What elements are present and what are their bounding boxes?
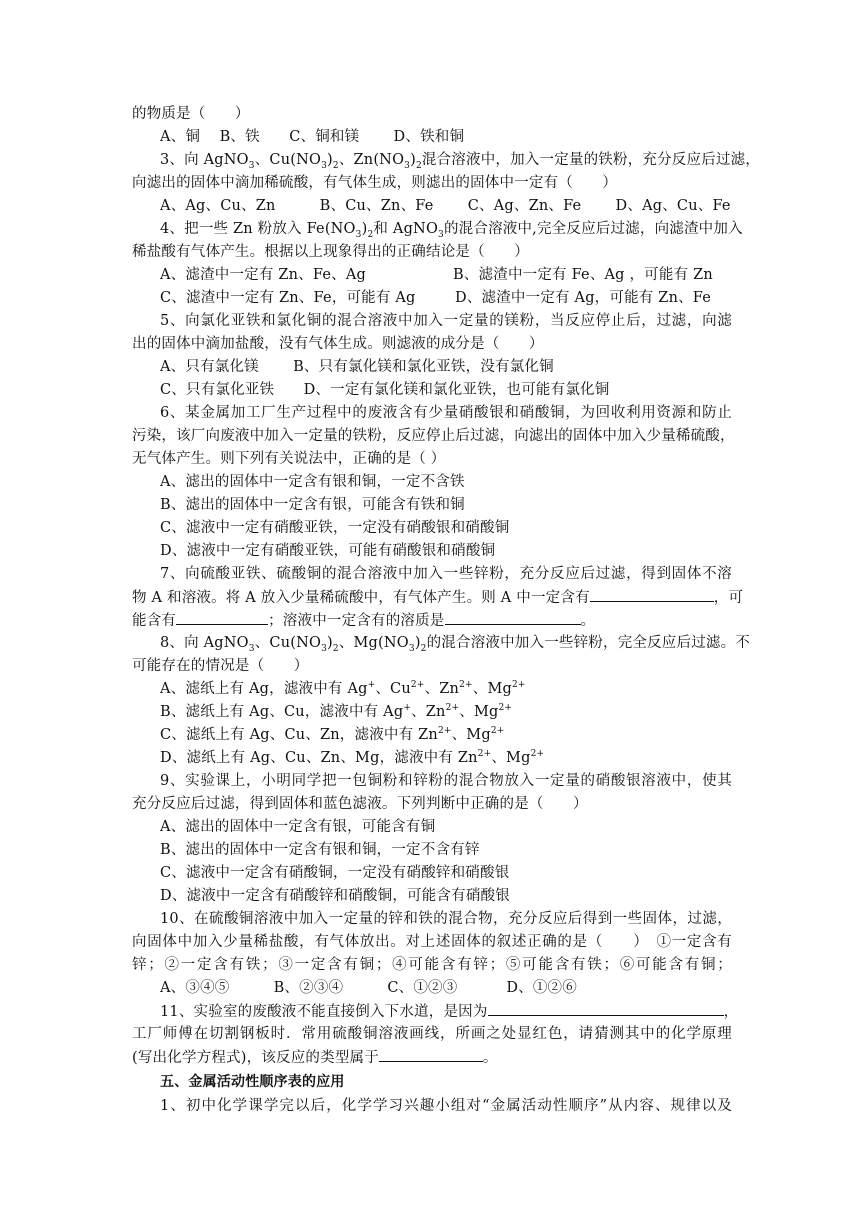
option-a: A、滤纸上有 Ag，滤液中有 Ag+、$Cu^{2+}$、$Zn^{2+}$、$Mg^{2+}$ bbox=[160, 680, 526, 697]
text-line: 出的固体中滴加盐酸，没有气体生成。则滤液的成分是（ ） bbox=[132, 336, 544, 352]
options-line: C、只有氯化亚铁 D、一定有氯化镁和氯化亚铁，也可能有氯化铜 bbox=[160, 382, 610, 398]
options-line: A、只有氯化镁 B、只有氯化镁和氯化亚铁，没有氯化铜 bbox=[160, 359, 554, 375]
answer-blank[interactable] bbox=[176, 610, 268, 625]
section-heading: 五、金属活动性顺序表的应用 bbox=[160, 1074, 345, 1090]
answer-blank[interactable] bbox=[445, 610, 581, 625]
text-line: 工厂师傅在切割钢板时．常用硫酸铜溶液画线，所画之处显红色，请猜测其中的化学原理 bbox=[132, 1026, 732, 1042]
option-d: D、滤渣中一定有 Ag，可能有 Zn、Fe bbox=[455, 290, 712, 306]
option-c: C、滤液中一定有硝酸亚铁，一定没有硝酸银和硝酸铜 bbox=[160, 520, 510, 536]
option-c: C、滤纸上有 Ag、Cu、Zn，滤液中有 $Zn^{2+}$、$Mg^{2+}$ bbox=[160, 726, 505, 743]
option-a: A、滤出的固体中一定含有银和铜，一定不含铁 bbox=[160, 474, 465, 490]
text-line: 可能存在的情况是（ ） bbox=[132, 658, 309, 674]
text-line: 稀盐酸有气体产生。根据以上现象得出的正确结论是（ ） bbox=[132, 244, 529, 260]
options-line: A、③④⑤ B、②③④ C、①②③ D、①②⑥ bbox=[160, 980, 577, 996]
question-7: 7、向硫酸亚铁、硫酸铜的混合溶液中加入一些锌粉，充分反应后过滤，得到固体不溶 bbox=[160, 566, 732, 582]
question-11: 11、实验室的废酸液不能直接倒入下水道，是因为 ， bbox=[160, 1001, 732, 1022]
section-question-1: 1、初中化学课学完以后，化学学习兴趣小组对“金属活动性顺序”从内容、规律以及 bbox=[160, 1098, 732, 1114]
text-line: 污染，该厂向废液中加入一定量的铁粉，反应停止后过滤，向滤出的固体中加入少量稀硫酸， bbox=[132, 428, 735, 444]
text-line: 能含有 ；溶液中一定含有的溶质是 。 bbox=[132, 610, 732, 631]
option-a: A、滤渣中一定有 Zn、Fe、Ag bbox=[160, 267, 366, 283]
answer-blank[interactable] bbox=[590, 587, 714, 602]
question-4: 4、把一些 Zn 粉放入 $Fe(NO_3)_2$和 AgNO$_3$的混合溶液中,完全反应后过滤，向滤渣中加入 bbox=[160, 221, 743, 240]
question-8: 8、向 AgNO$_3$、$Cu(NO_3)_2$、$Mg(NO_3)_2$的混合溶液中加入一些锌粉，完全反应后过滤。不 bbox=[160, 635, 751, 654]
option-a: A、滤出的固体中一定含有银，可能含有铜 bbox=[160, 819, 436, 835]
question-10: 10、在硫酸铜溶液中加入一定量的锌和铁的混合物，充分反应后得到一些固体，过滤， bbox=[160, 911, 732, 927]
option-d: D、滤纸上有 Ag、Cu、Zn、Mg，滤液中有 $Zn^{2+}$、$Mg^{2+}$ bbox=[160, 749, 545, 766]
text-line: 向固体中加入少量稀盐酸，有气体放出。对上述固体的叙述正确的是（ ） ①一定含有 bbox=[132, 934, 732, 950]
text-line: 充分反应后过滤，得到固体和蓝色滤液。下列判断中正确的是（ ） bbox=[132, 796, 588, 812]
option-c: C、滤液中一定含有硝酸铜，一定没有硝酸锌和硝酸银 bbox=[160, 865, 510, 881]
option-d: D、滤液中一定含有硝酸锌和硝酸铜，可能含有硝酸银 bbox=[160, 888, 510, 904]
text-line: 物 A 和溶液。将 A 放入少量稀硫酸中，有气体产生。则 A 中一定含有 ，可 bbox=[132, 587, 732, 608]
text-line: 锌；②一定含有铁；③一定含有铜；④可能含有锌；⑤可能含有铁；⑥可能含有铜； bbox=[132, 957, 732, 973]
question-5: 5、向氯化亚铁和氯化铜的混合溶液中加入一定量的镁粉，当反应停止后，过滤，向滤 bbox=[160, 313, 732, 329]
text-line: 的物质是（ ） bbox=[132, 106, 250, 122]
question-6: 6、某金属加工厂生产过程中的废液含有少量硝酸银和硝酸铜，为回收利用资源和防止 bbox=[160, 405, 732, 421]
answer-blank[interactable] bbox=[488, 1001, 724, 1016]
option-b: B、滤出的固体中一定含有银，可能含有铁和铜 bbox=[160, 497, 465, 513]
option-d: D、滤液中一定有硝酸亚铁，可能有硝酸银和硝酸铜 bbox=[160, 543, 496, 559]
question-9: 9、实验课上，小明同学把一包铜粉和锌粉的混合物放入一定量的硝酸银溶液中，使其 bbox=[160, 773, 732, 789]
option-c: C、滤渣中一定有 Zn、Fe，可能有 Ag bbox=[160, 290, 416, 306]
option-b: B、滤纸上有 Ag、Cu，滤液中有 Ag+、$Zn^{2+}$、$Mg^{2+}$ bbox=[160, 703, 513, 720]
question-3: 3、向 AgNO$_3$、$Cu(NO_3)_2$、$Zn(NO_3)_2$混合溶液中，加入一定量的铁粉，充分反应后过滤， bbox=[160, 152, 761, 171]
text-line: (写出化学方程式)，该反应的类型属于 。 bbox=[132, 1047, 732, 1068]
options-line: A、铜 B、铁 C、铜和镁 D、铁和铜 bbox=[160, 129, 465, 145]
text-line: 向滤出的固体中滴加稀硫酸，有气体生成，则滤出的固体中一定有（ ） bbox=[132, 175, 618, 191]
answer-blank[interactable] bbox=[379, 1047, 483, 1062]
option-b: B、滤渣中一定有 Fe、Ag ，可能有 Zn bbox=[453, 267, 713, 283]
option-b: B、滤出的固体中一定含有银和铜，一定不含有锌 bbox=[160, 842, 480, 858]
text-line: 无气体产生。则下列有关说法中，正确的是（ ） bbox=[132, 451, 446, 467]
options-line: A、Ag、Cu、Zn B、Cu、Zn、Fe C、Ag、Zn、Fe D、Ag、Cu、Fe bbox=[160, 198, 731, 214]
